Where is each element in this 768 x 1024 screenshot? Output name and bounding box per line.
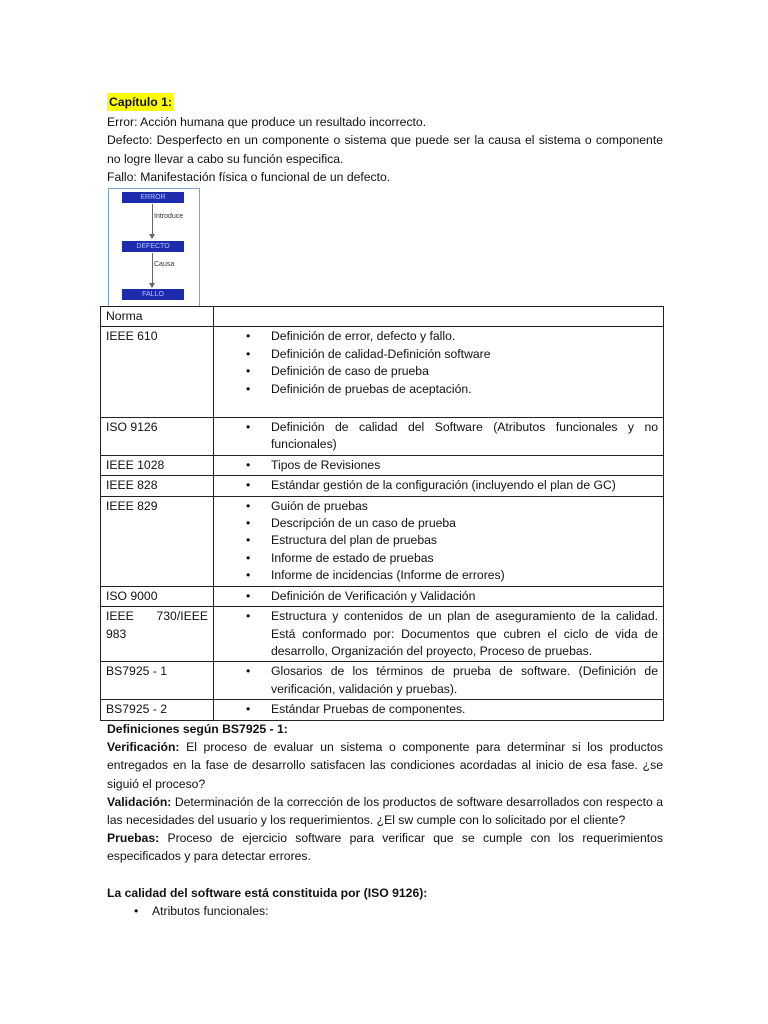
items-cell [214, 700, 664, 720]
items-cell [214, 327, 664, 418]
diagram-introduce-label: Introduce [154, 213, 184, 221]
table-row [101, 496, 664, 586]
diagram-arrow-1 [152, 204, 153, 238]
document-top [107, 93, 663, 307]
verification-text: El proceso de evaluar un sistema o componente para determinar si los productos entregados en la fase de desarrollo satisfacen las condiciones acordadas al inicio de esa fase. ¿se siguió el proceso? [107, 740, 663, 791]
norm-cell: IEEE 730/IEEE 983 [101, 607, 214, 662]
list-item: • Tipos de Revisiones [271, 457, 658, 474]
list-item: • Definición de caso de prueba [271, 363, 658, 380]
list-item: • Estándar Pruebas de componentes. [271, 701, 658, 718]
items-cell [214, 476, 664, 496]
list-item: • Guión de pruebas [271, 498, 658, 515]
list-item: • Informe de incidencias (Informe de errores) [271, 567, 658, 584]
norm-cell: BS7925 - 2 [101, 700, 214, 720]
table-row [101, 455, 664, 475]
table-header-empty [214, 307, 664, 327]
validation-label: Validación: [107, 794, 172, 809]
error-defect-failure-diagram [108, 188, 200, 307]
defect-definition: Defecto: Desperfecto en un componente o sistema que puede ser la causa el sistema o componente no logre llevar a cabo su función especifica. [107, 133, 663, 166]
items-cell [214, 418, 664, 456]
list-item: • Definición de calidad-Definición software [271, 346, 658, 363]
error-definition: Error: Acción humana que produce un resultado incorrecto. [107, 115, 427, 130]
diagram-failure-box: FALLO [122, 289, 184, 300]
list-item: • Estándar gestión de la configuración (incluyendo el plan de GC) [271, 477, 658, 494]
list-item: • Informe de estado de pruebas [271, 550, 658, 567]
bs-heading: Definiciones según BS7925 - 1: [107, 722, 288, 736]
norm-cell: ISO 9000 [101, 586, 214, 606]
document-bottom [107, 720, 663, 920]
list-item: • Definición de pruebas de aceptación. [271, 381, 658, 398]
norm-cell: IEEE 610 [101, 327, 214, 418]
diagram-arrow-2 [152, 253, 153, 287]
table-row [101, 607, 664, 662]
list-item: • Descripción de un caso de prueba [271, 515, 658, 532]
chapter-heading: Capítulo 1: [107, 93, 174, 111]
functional-attributes-bullet: • Atributos funcionales: [107, 902, 663, 920]
list-item: • Estructura y contenidos de un plan de aseguramiento de la calidad. Está conformado por: Documentos que cubren el ciclo de vida de desarrollo, Organización del proyecto, Proceso de pruebas. [271, 608, 658, 660]
items-cell [214, 496, 664, 586]
validation-paragraph [107, 793, 663, 829]
diagram-error-box: ERROR [122, 192, 184, 203]
norms-table [100, 306, 664, 721]
table-row [101, 476, 664, 496]
verification-label: Verificación: [107, 740, 180, 755]
verification-paragraph [107, 738, 663, 793]
table-header-norm: Norma [101, 307, 214, 327]
norm-cell: IEEE 828 [101, 476, 214, 496]
items-cell [214, 607, 664, 662]
validation-text: Determinación de la corrección de los productos de software desarrollados con respecto a las necesidades del usuario y los requerimientos. ¿El sw cumple con lo solicitado por el cliente? [107, 794, 663, 828]
table-row [101, 327, 664, 418]
tests-label: Pruebas: [107, 831, 160, 846]
items-cell [214, 455, 664, 475]
tests-text: Proceso de ejercicio software para verificar que se cumple con los requerimientos especificados y para detectar errores. [107, 831, 663, 864]
failure-definition: Fallo: Manifestación física o funcional de un defecto. [107, 169, 391, 184]
norm-cell: BS7925 - 1 [101, 662, 214, 700]
list-item: • Estructura del plan de pruebas [271, 532, 658, 549]
table-row [101, 700, 664, 720]
diagram-defect-box: DEFECTO [122, 241, 184, 252]
list-item: • Definición de Verificación y Validación [271, 588, 658, 605]
table-header-row [101, 307, 664, 327]
norm-cell: IEEE 829 [101, 496, 214, 586]
list-item: • Glosarios de los términos de prueba de software. (Definición de verificación, validación y pruebas). [271, 663, 658, 698]
table-row [101, 586, 664, 606]
list-item: • Definición de error, defecto y fallo. [271, 328, 658, 345]
norm-cell: IEEE 1028 [101, 455, 214, 475]
tests-paragraph [107, 829, 663, 865]
list-item: • Definición de calidad del Software (Atributos funcionales y no funcionales) [271, 419, 658, 454]
table-row [101, 662, 664, 700]
diagram-cause-label: Causa [154, 261, 175, 269]
norm-cell: ISO 9126 [101, 418, 214, 456]
items-cell [214, 662, 664, 700]
items-cell [214, 586, 664, 606]
table-row [101, 418, 664, 456]
quality-heading: La calidad del software está constituida por (ISO 9126): [107, 885, 428, 900]
blank-line [107, 866, 663, 884]
